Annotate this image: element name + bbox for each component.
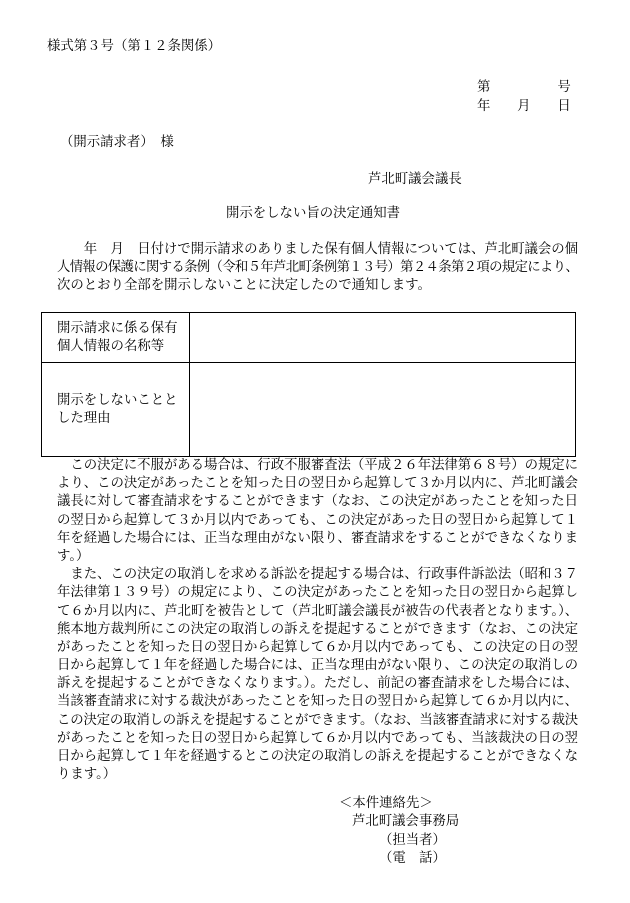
recipient-line: （開示請求者） 様 — [60, 135, 174, 150]
notice-line: 年を経過した場合には、正当な理由がない限り、審査請求をすることができなくなりま — [57, 530, 578, 546]
table-label: 開示請求に係る保有個人情報の名称等 — [57, 320, 178, 354]
table-row — [42, 363, 575, 456]
notice-line: また、この決定の取消しを求める訴訟を提起する場合は、行政事件訴訟法（昭和３７ — [57, 567, 578, 583]
info-table — [41, 312, 576, 457]
intro-line: 次のとおり全部を開示しないことに決定したので通知します。 — [57, 278, 431, 293]
table-label: 開示をしないこととした理由 — [57, 392, 178, 426]
contact-block — [0, 795, 630, 869]
notice-line: ります。） — [57, 767, 117, 783]
table-value-cell — [190, 313, 575, 362]
table-value-cell — [190, 363, 575, 456]
table-label-cell — [42, 363, 190, 456]
notice-line: があったことを知った日の翌日から起算して６か月以内であっても、この決定の日の翌 — [57, 639, 578, 655]
document-title: 開示をしない旨の決定通知書 — [226, 206, 401, 221]
appeal-notice-paragraph — [57, 457, 578, 566]
document-number-line: 第 号 — [477, 80, 571, 95]
notice-line: この決定に不服がある場合は、行政不服審査法（平成２６年法律第６８号）の規定に — [57, 458, 578, 473]
notice-line: この決定の取消しの訴えを提起することができます。（なお、当該審査請求に対する裁決 — [57, 712, 578, 728]
lawsuit-notice-paragraph — [57, 566, 578, 784]
intro-line: 人情報の保護に関する条例（令和５年芦北町条例第１３号）第２４条第２項の規定により、 — [57, 260, 578, 275]
notice-line: 熊本地方裁判所にこの決定の取消しの訴えを提起することができます（なお、この決定 — [57, 621, 578, 637]
notice-line: があったことを知った日の翌日から起算して６か月以内であっても、当該裁決の日の翌 — [57, 730, 578, 746]
form-number: 様式第３号（第１２条関係） — [47, 39, 222, 54]
notice-line: 日から起算して１年を経過した場合には、正当な理由がない限り、この決定の取消しの — [57, 658, 578, 674]
contact-person: （担当者） — [379, 832, 446, 848]
contact-phone: （電 話） — [379, 850, 446, 866]
contact-heading: ＜本件連絡先＞ — [339, 796, 433, 811]
notice-body — [57, 457, 578, 784]
notice-line: 日から起算して１年を経過するとこの決定の取消しの訴えを提起することができなくな — [57, 749, 578, 764]
notice-line: 訴えを提起することができなくなります。）。ただし、前記の審査請求をした場合には、 — [57, 676, 578, 692]
notice-line: の翌日から起算して３か月以内であっても、この決定があった日の翌日から起算して１ — [57, 512, 578, 528]
intro-line: 年 月 日付けで開示請求のありました保有個人情報については、芦北町議会の個 — [57, 242, 578, 257]
date-line: 年 月 日 — [477, 99, 571, 114]
notice-line: す。） — [57, 548, 90, 564]
table-row — [42, 313, 575, 363]
notice-line: 議長に対して審査請求をすることができます（なお、この決定があったことを知った日 — [57, 494, 578, 510]
intro-paragraph — [57, 241, 578, 295]
notice-line: 年法律第１３９号）の規定により、この決定があったことを知った日の翌日から起算し — [57, 585, 578, 601]
table-label-cell — [42, 313, 190, 362]
sender-line: 芦北町議会議長 — [368, 172, 462, 187]
contact-office: 芦北町議会事務局 — [352, 814, 460, 830]
notice-line: 当該審査請求に対する裁決があったことを知った日の翌日から起算して６か月以内に、 — [57, 694, 578, 710]
notice-line: て６か月以内に、芦北町を被告として（芦北町議会議長が被告の代表者となります。）、 — [57, 603, 578, 619]
notice-line: より、この決定があったことを知った日の翌日から起算して３か月以内に、芦北町議会 — [57, 476, 578, 492]
